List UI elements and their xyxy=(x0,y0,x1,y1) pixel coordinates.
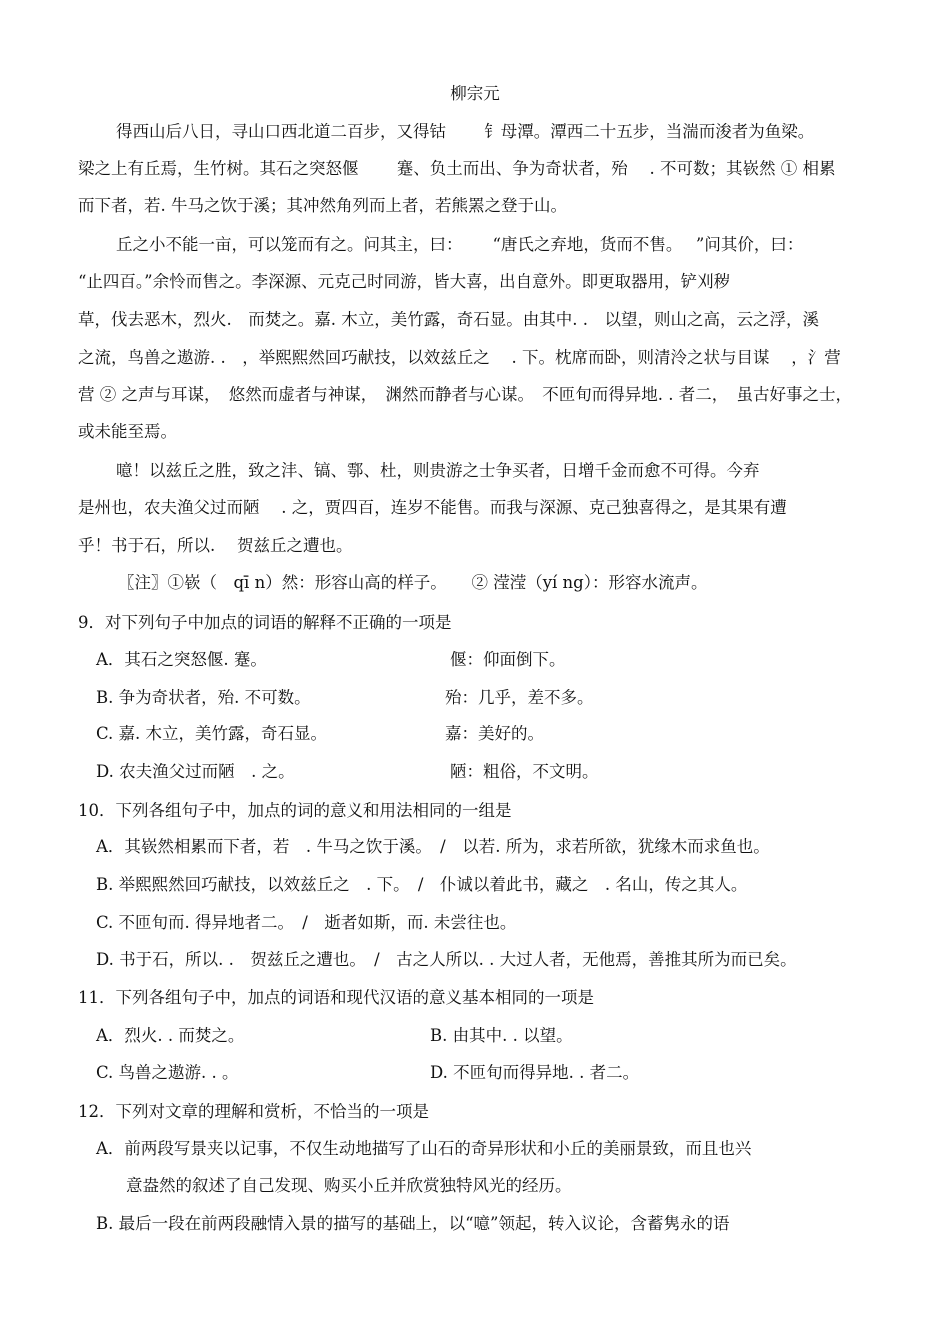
passage-line: “止四百。”余怜而售之。李深源、元克己时同游，皆大喜，出自意外。即更取器用，铲刈秽 xyxy=(78,272,731,291)
passage-line: 梁之上有丘焉，生竹树。其石之突怒偃 蹇、负土而出、争为奇状者，殆 . 不可数；其嵚然 ① 相累 xyxy=(78,159,836,178)
option-a-continued: 意盎然的叙述了自己发现、购买小丘并欣赏独特风光的经历。 xyxy=(126,1176,572,1195)
option-a: A．烈火. . 而焚之。 xyxy=(96,1026,245,1045)
question-stem: 9．对下列句子中加点的词语的解释不正确的一项是 xyxy=(78,613,452,632)
passage-line: 之流，鸟兽之遨游. . ，举熙熙然回巧献技，以效兹丘之 . 下。枕席而卧，则清泠之状与目谋 ，氵营 xyxy=(78,348,841,367)
passage-line: 营 ② 之声与耳谋， 悠然而虚者与神谋， 渊然而静者与心谋。 不匝旬而得异地. . 者二， 虽古好事之士， xyxy=(78,385,852,404)
option-d-gloss: 陋：粗俗，不文明。 xyxy=(450,762,599,781)
option-b: B. 举熙熙然回巧献技，以效兹丘之 . 下。 / 仆诚以着此书，藏之 . 名山，传之其人。 xyxy=(96,875,748,894)
passage-line: 乎！书于石，所以. 贺兹丘之遭也。 xyxy=(78,536,353,555)
question-stem: 10．下列各组句子中，加点的词的意义和用法相同的一组是 xyxy=(78,801,512,820)
option-b: B. 由其中. . 以望。 xyxy=(430,1026,573,1045)
option-c-gloss: 嘉：美好的。 xyxy=(445,724,544,743)
option-b: B. 最后一段在前两段融情入景的描写的基础上，以“噫”领起，转入议论，含蓄隽永的语 xyxy=(96,1214,730,1233)
option-a-gloss: 偃：仰面倒下。 xyxy=(450,650,566,669)
option-b: B. 争为奇状者，殆. 不可数。 xyxy=(96,688,311,707)
passage-line: 而下者，若. 牛马之饮于溪；其冲然角列而上者，若熊罴之登于山。 xyxy=(78,196,567,215)
option-c: C. 嘉. 木立，美竹露，奇石显。 xyxy=(96,724,328,743)
passage-line: 或未能至焉。 xyxy=(78,422,177,441)
option-a: A．其嵚然相累而下者，若 . 牛马之饮于溪。 / 以若. 所为，求若所欲，犹缘木而求鱼也。 xyxy=(96,837,770,856)
question-stem: 11．下列各组句子中，加点的词语和现代汉语的意义基本相同的一项是 xyxy=(78,988,594,1007)
option-d: D. 农夫渔父过而陋 . 之。 xyxy=(96,762,295,781)
passage-line: 是州也，农夫渔父过而陋 . 之，贾四百，连岁不能售。而我与深源、克己独喜得之，是其果有遭 xyxy=(78,498,787,517)
passage-line: 得西山后八日，寻山口西北道二百步，又得钴 钅母潭。潭西二十五步，当湍而浚者为鱼梁。 xyxy=(116,122,815,141)
option-b-gloss: 殆：几乎，差不多。 xyxy=(445,688,594,707)
option-c: C. 不匝旬而. 得异地者二。 / 逝者如斯，而. 未尝往也。 xyxy=(96,913,517,932)
option-a: A．前两段写景夹以记事，不仅生动地描写了山石的奇异形状和小丘的美丽景致，而且也兴 xyxy=(96,1139,752,1158)
option-d: D. 书于石，所以. . 贺兹丘之遭也。 / 古之人所以. . 大过人者，无他焉，善推其所为而已矣。 xyxy=(96,950,797,969)
option-c: C. 鸟兽之遨游. . 。 xyxy=(96,1063,239,1082)
option-a: A．其石之突怒偃. 蹇。 xyxy=(96,650,267,669)
passage-line: 草，伐去恶木，烈火. 而焚之。嘉. 木立，美竹露，奇石显。由其中. . 以望，则山之高，云之浮，溪 xyxy=(78,310,819,329)
passage-line: 丘之小不能一亩，可以笼而有之。问其主，曰： “唐氏之弃地，货而不售。 ”问其价，曰： xyxy=(116,235,804,254)
question-stem: 12．下列对文章的理解和赏析，不恰当的一项是 xyxy=(78,1102,429,1121)
passage-line: 噫！以兹丘之胜，致之沣、镐、鄠、杜，则贵游之士争买者，日增千金而愈不可得。今弃 xyxy=(116,461,760,480)
footnote: 〖注〗①嵚（ qī n）然：形容山高的样子。 ② 滢滢（yí ng）：形容水流声。 xyxy=(118,573,708,592)
option-d: D. 不匝旬而得异地. . 者二。 xyxy=(430,1063,640,1082)
page-title: 柳宗元 xyxy=(450,84,500,103)
